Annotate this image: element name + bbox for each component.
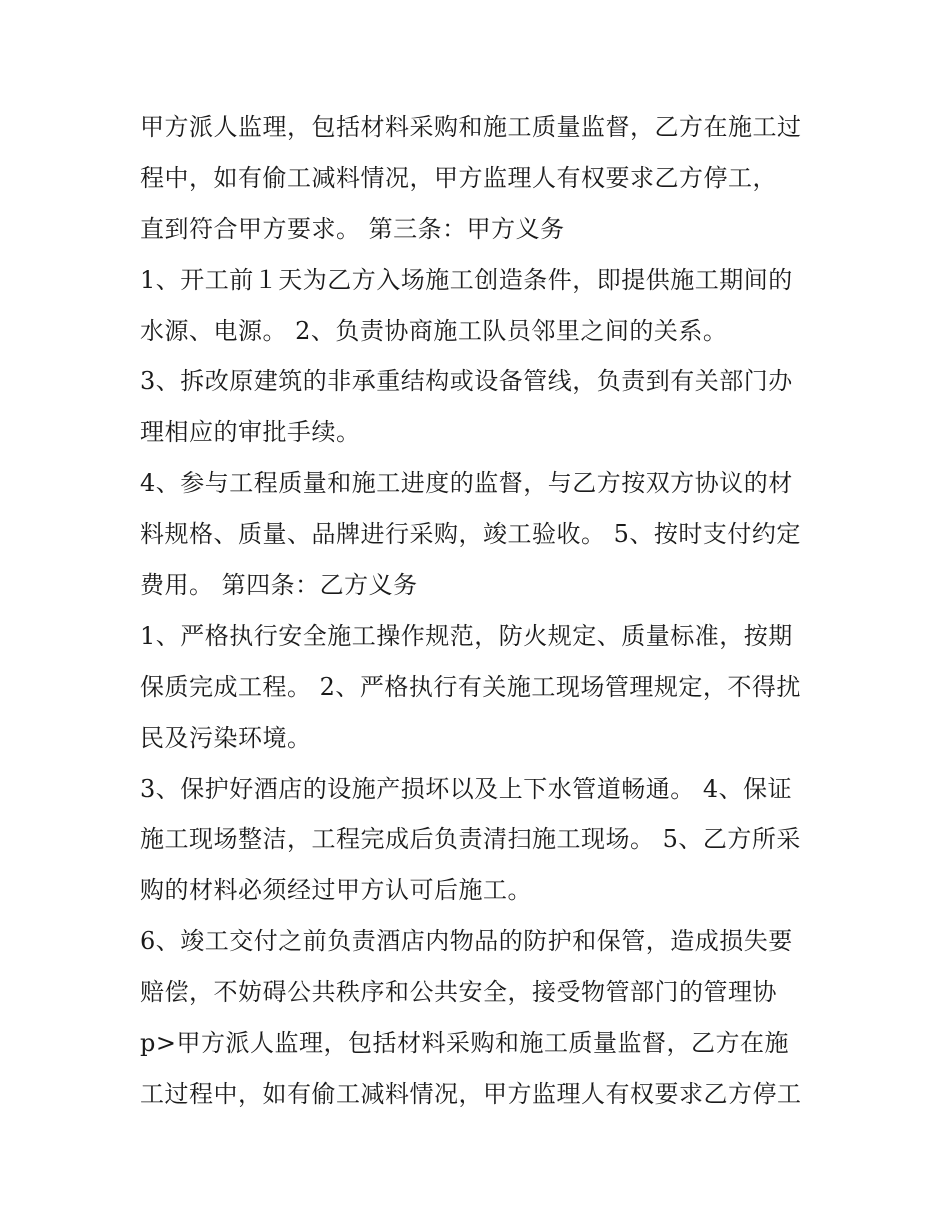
text-line: 民及污染环境。 xyxy=(140,723,312,752)
text-line: 1、严格执行安全施工操作规范，防火规定、质量标准，按期 xyxy=(140,621,793,650)
text-line: 理相应的审批手续。 xyxy=(140,418,361,447)
text-line: 程中，如有偷工减料情况，甲方监理人有权要求乙方停工， xyxy=(140,163,777,192)
text-line: 4、参与工程质量和施工进度的监督，与乙方按双方协议的材 xyxy=(140,469,793,498)
text-line: 1、开工前１天为乙方入场施工创造条件，即提供施工期间的 xyxy=(140,265,793,294)
text-line: 水源、电源。 2、负责协商施工队员邻里之间的关系。 xyxy=(140,316,728,345)
text-line: 直到符合甲方要求。 第三条：甲方义务 xyxy=(140,214,565,243)
text-line: 施工现场整洁，工程完成后负责清扫施工现场。 5、乙方所采 xyxy=(140,825,801,854)
text-line: 6、竣工交付之前负责酒店内物品的防护和保管，造成损失要 xyxy=(140,927,793,956)
text-line: 购的材料必须经过甲方认可后施工。 xyxy=(140,876,532,905)
text-line: 赔偿，不妨碍公共秩序和公共安全，接受物管部门的管理协 xyxy=(140,978,777,1007)
text-line: 料规格、质量、品牌进行采购，竣工验收。 5、按时支付约定 xyxy=(140,520,801,549)
text-line: 3、拆改原建筑的非承重结构或设备管线，负责到有关部门办 xyxy=(140,367,793,396)
text-line: 甲方派人监理，包括材料采购和施工质量监督，乙方在施工过 xyxy=(140,113,802,141)
text-line: 工过程中，如有偷工减料情况，甲方监理人有权要求乙方停工 xyxy=(140,1079,802,1108)
text-line: 3、保护好酒店的设施产损坏以及上下水管道畅通。 4、保证 xyxy=(140,774,793,803)
text-line: 保质完成工程。 2、严格执行有关施工现场管理规定，不得扰 xyxy=(140,672,801,701)
text-line: 费用。 第四条：乙方义务 xyxy=(140,571,418,600)
document-body xyxy=(140,102,820,1120)
text-line: p>甲方派人监理，包括材料采购和施工质量监督，乙方在施 xyxy=(140,1029,789,1058)
